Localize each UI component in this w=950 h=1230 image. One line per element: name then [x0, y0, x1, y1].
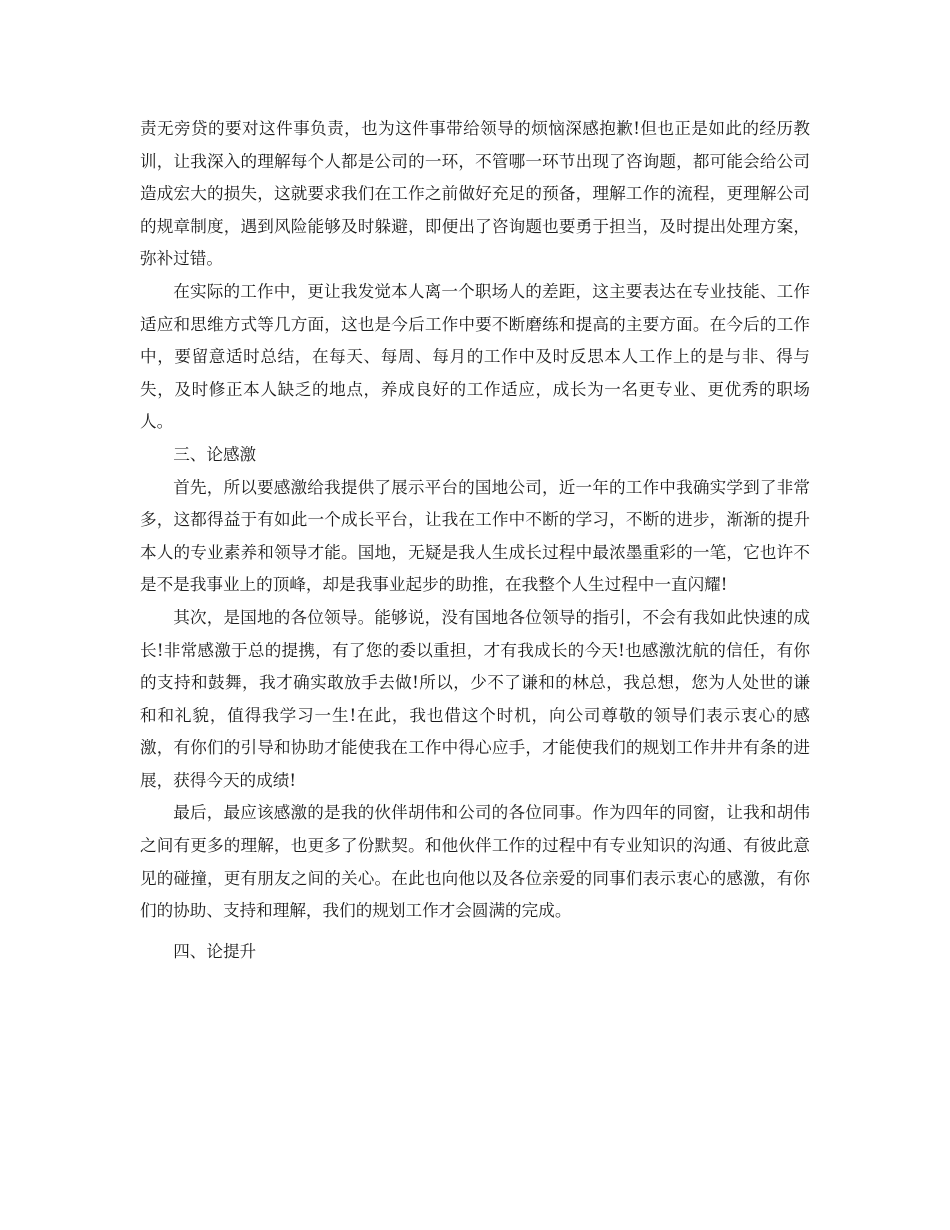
- paragraph-thanks-colleagues: 最后，最应该感激的是我的伙伴胡伟和公司的各位同事。作为四年的同窗，让我和胡伟之间有更多的理解，也更多了份默契。和他伙伴工作的过程中有专业知识的沟通、有彼此意见的碰撞，更有朋友之间的关心。在此也向他以及各位亲爱的同事们表示衷心的感激，有你们的协助、支持和理解，我们的规划工作才会圆满的完成。: [140, 803, 810, 921]
- section-heading-improvement: 四、论提升: [173, 941, 257, 961]
- paragraph-thanks-company: 首先，所以要感激给我提供了展示平台的国地公司，近一年的工作中我确实学到了非常多，这都得益于有如此一个成长平台，让我在工作中不断的学习，不断的进步，渐渐的提升本人的专业素养和领导才能。国地，无疑是我人生成长过程中最浓墨重彩的一笔，它也许不是不是我事业上的顶峰，却是我事业起步的助推，在我整个人生过程中一直闪耀!: [140, 477, 810, 595]
- paragraph-work-gap: 在实际的工作中，更让我发觉本人离一个职场人的差距，这主要表达在专业技能、工作适应和思维方式等几方面，这也是今后工作中要不断磨练和提高的主要方面。在今后的工作中，要留意适时总结，在每天、每周、每月的工作中及时反思本人工作上的是与非、得与失，及时修正本人缺乏的地点，养成良好的工作适应，成长为一名更专业、更优秀的职场人。: [140, 281, 810, 432]
- document-page: [140, 113, 810, 968]
- section-heading-gratitude: 三、论感激: [173, 444, 257, 464]
- paragraph-continued: 责无旁贷的要对这件事负责，也为这件事带给领导的烦恼深感抱歉!但也正是如此的经历教训，让我深入的理解每个人都是公司的一环，不管哪一环节出现了咨询题，都可能会给公司造成宏大的损失，这就要求我们在工作之前做好充足的预备，理解工作的流程，更理解公司的规章制度，遇到风险能够及时躲避，即便出了咨询题也要勇于担当，及时提出处理方案，弥补过错。: [140, 119, 810, 269]
- paragraph-thanks-leaders: 其次，是国地的各位领导。能够说，没有国地各位领导的指引，不会有我如此快速的成长!非常感激于总的提携，有了您的委以重担，才有我成长的今天!也感激沈航的信任，有你的支持和鼓舞，我才确实敢放手去做!所以，少不了谦和的林总，我总想，您为人处世的谦和和礼貌，值得我学习一生!在此，我也借这个时机，向公司尊敬的领导们表示衷心的感激，有你们的引导和协助才能使我在工作中得心应手，才能使我们的规划工作井井有条的进展，获得今天的成绩!: [140, 607, 810, 790]
